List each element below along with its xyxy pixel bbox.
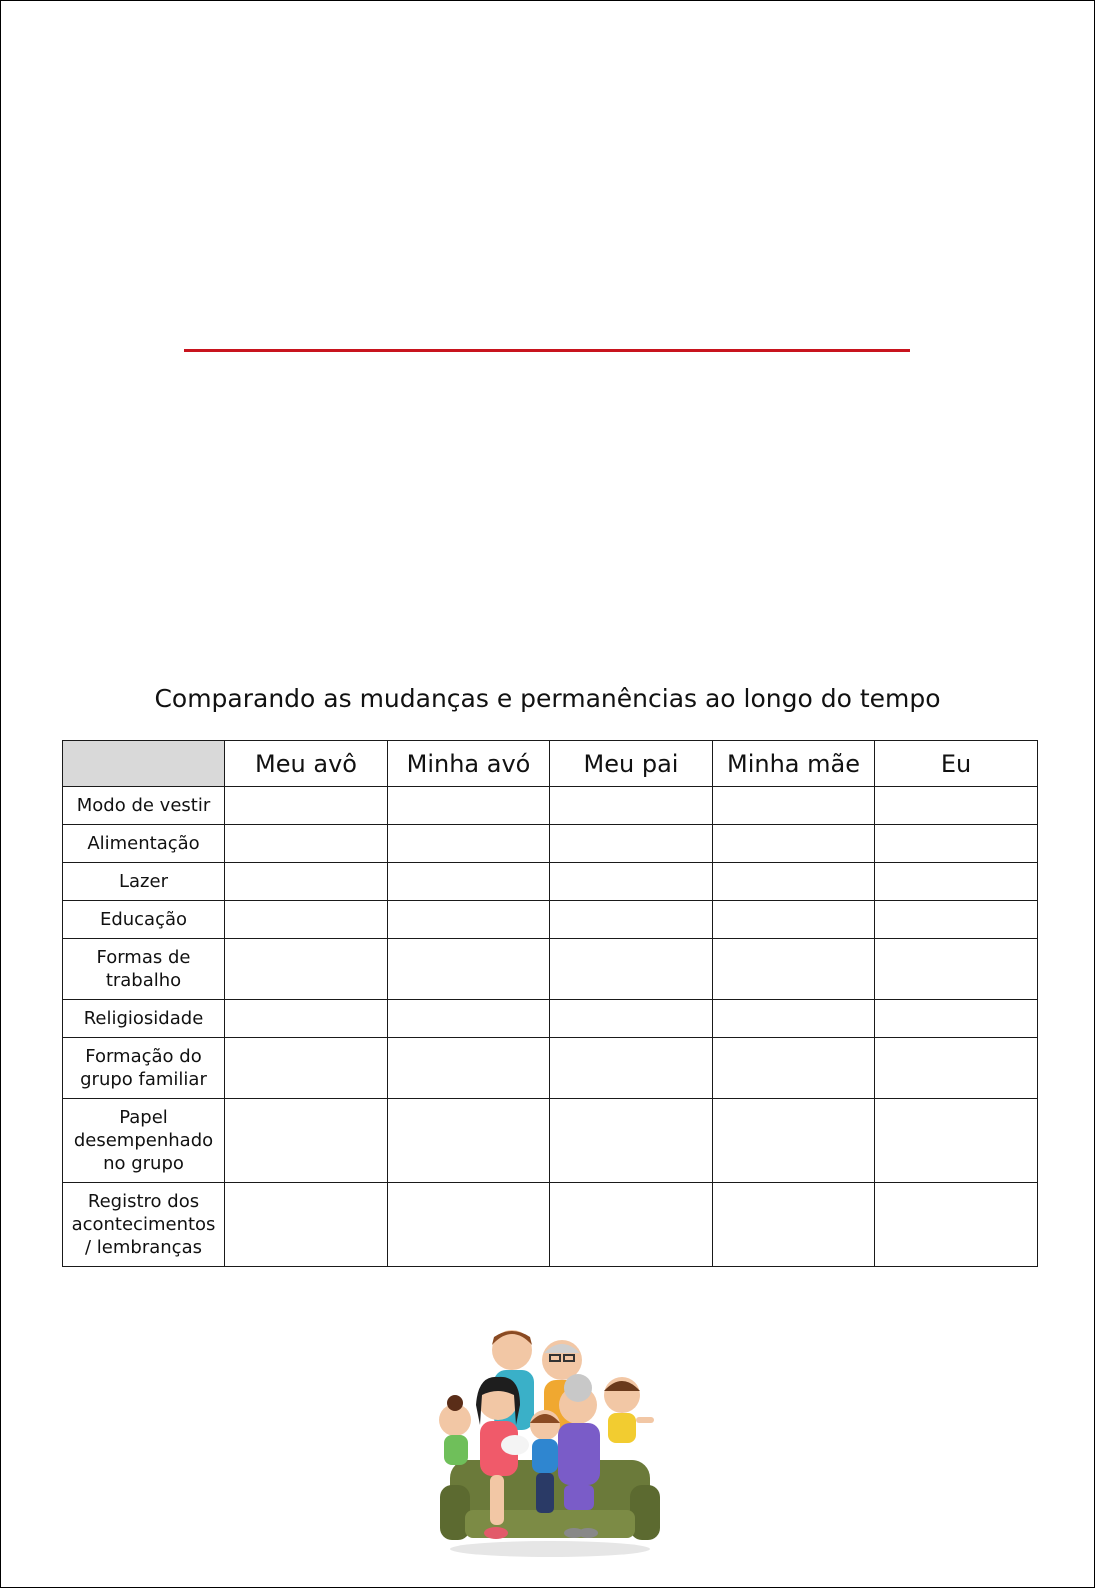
- answer-cell[interactable]: [388, 1000, 550, 1038]
- answer-cell[interactable]: [875, 1000, 1038, 1038]
- answer-cell[interactable]: [225, 825, 388, 863]
- answer-cell[interactable]: [388, 863, 550, 901]
- answer-cell[interactable]: [388, 825, 550, 863]
- row-label: Religiosidade: [63, 1000, 225, 1038]
- header-cell: Minha avó: [388, 741, 550, 787]
- answer-cell[interactable]: [388, 787, 550, 825]
- table-row: [63, 1099, 1038, 1183]
- answer-cell[interactable]: [225, 863, 388, 901]
- answer-cell[interactable]: [875, 939, 1038, 1000]
- header-cell: Meu pai: [550, 741, 713, 787]
- answer-cell[interactable]: [550, 939, 713, 1000]
- answer-cell[interactable]: [550, 1000, 713, 1038]
- answer-cell[interactable]: [713, 1000, 875, 1038]
- answer-cell[interactable]: [875, 1038, 1038, 1099]
- answer-cell[interactable]: [875, 1183, 1038, 1267]
- answer-cell[interactable]: [875, 787, 1038, 825]
- header-cell: Minha mãe: [713, 741, 875, 787]
- table-row: [63, 825, 1038, 863]
- answer-cell[interactable]: [713, 863, 875, 901]
- answer-cell[interactable]: [225, 1038, 388, 1099]
- answer-cell[interactable]: [713, 1099, 875, 1183]
- table-row: [63, 787, 1038, 825]
- answer-cell[interactable]: [713, 939, 875, 1000]
- table-row: [63, 1000, 1038, 1038]
- worksheet-title: Comparando as mudanças e permanências ao longo do tempo: [154, 684, 941, 713]
- header-corner-cell: [63, 741, 225, 787]
- row-label: Formas de trabalho: [63, 939, 225, 1000]
- family-on-sofa-illustration: [430, 1325, 670, 1565]
- answer-cell[interactable]: [388, 1183, 550, 1267]
- answer-cell[interactable]: [550, 1099, 713, 1183]
- answer-cell[interactable]: [550, 863, 713, 901]
- row-label: Educação: [63, 901, 225, 939]
- table-row: [63, 863, 1038, 901]
- answer-cell[interactable]: [550, 901, 713, 939]
- red-divider-line: [184, 349, 910, 352]
- answer-cell[interactable]: [713, 1183, 875, 1267]
- answer-cell[interactable]: [713, 901, 875, 939]
- answer-cell[interactable]: [225, 1099, 388, 1183]
- answer-cell[interactable]: [875, 863, 1038, 901]
- answer-cell[interactable]: [875, 901, 1038, 939]
- answer-cell[interactable]: [225, 1000, 388, 1038]
- row-label: Alimentação: [63, 825, 225, 863]
- answer-cell[interactable]: [225, 787, 388, 825]
- answer-cell[interactable]: [225, 939, 388, 1000]
- row-label: Lazer: [63, 863, 225, 901]
- answer-cell[interactable]: [388, 1038, 550, 1099]
- answer-cell[interactable]: [388, 1099, 550, 1183]
- table-row: [63, 1038, 1038, 1099]
- answer-cell[interactable]: [550, 1038, 713, 1099]
- answer-cell[interactable]: [875, 825, 1038, 863]
- row-label: Papel desempenhado no grupo: [63, 1099, 225, 1183]
- answer-cell[interactable]: [875, 1099, 1038, 1183]
- row-label: Formação do grupo familiar: [63, 1038, 225, 1099]
- answer-cell[interactable]: [550, 787, 713, 825]
- header-cell: Meu avô: [225, 741, 388, 787]
- answer-cell[interactable]: [713, 1038, 875, 1099]
- table-row: [63, 901, 1038, 939]
- comparison-table: [62, 740, 1038, 1267]
- answer-cell[interactable]: [225, 1183, 388, 1267]
- answer-cell[interactable]: [713, 825, 875, 863]
- row-label: Modo de vestir: [63, 787, 225, 825]
- answer-cell[interactable]: [388, 939, 550, 1000]
- table-row: [63, 939, 1038, 1000]
- answer-cell[interactable]: [225, 901, 388, 939]
- answer-cell[interactable]: [713, 787, 875, 825]
- answer-cell[interactable]: [550, 825, 713, 863]
- answer-cell[interactable]: [388, 901, 550, 939]
- table-row: [63, 1183, 1038, 1267]
- header-cell: Eu: [875, 741, 1038, 787]
- answer-cell[interactable]: [550, 1183, 713, 1267]
- row-label: Registro dos acontecimentos / lembranças: [63, 1183, 225, 1267]
- header-row: [63, 741, 1038, 787]
